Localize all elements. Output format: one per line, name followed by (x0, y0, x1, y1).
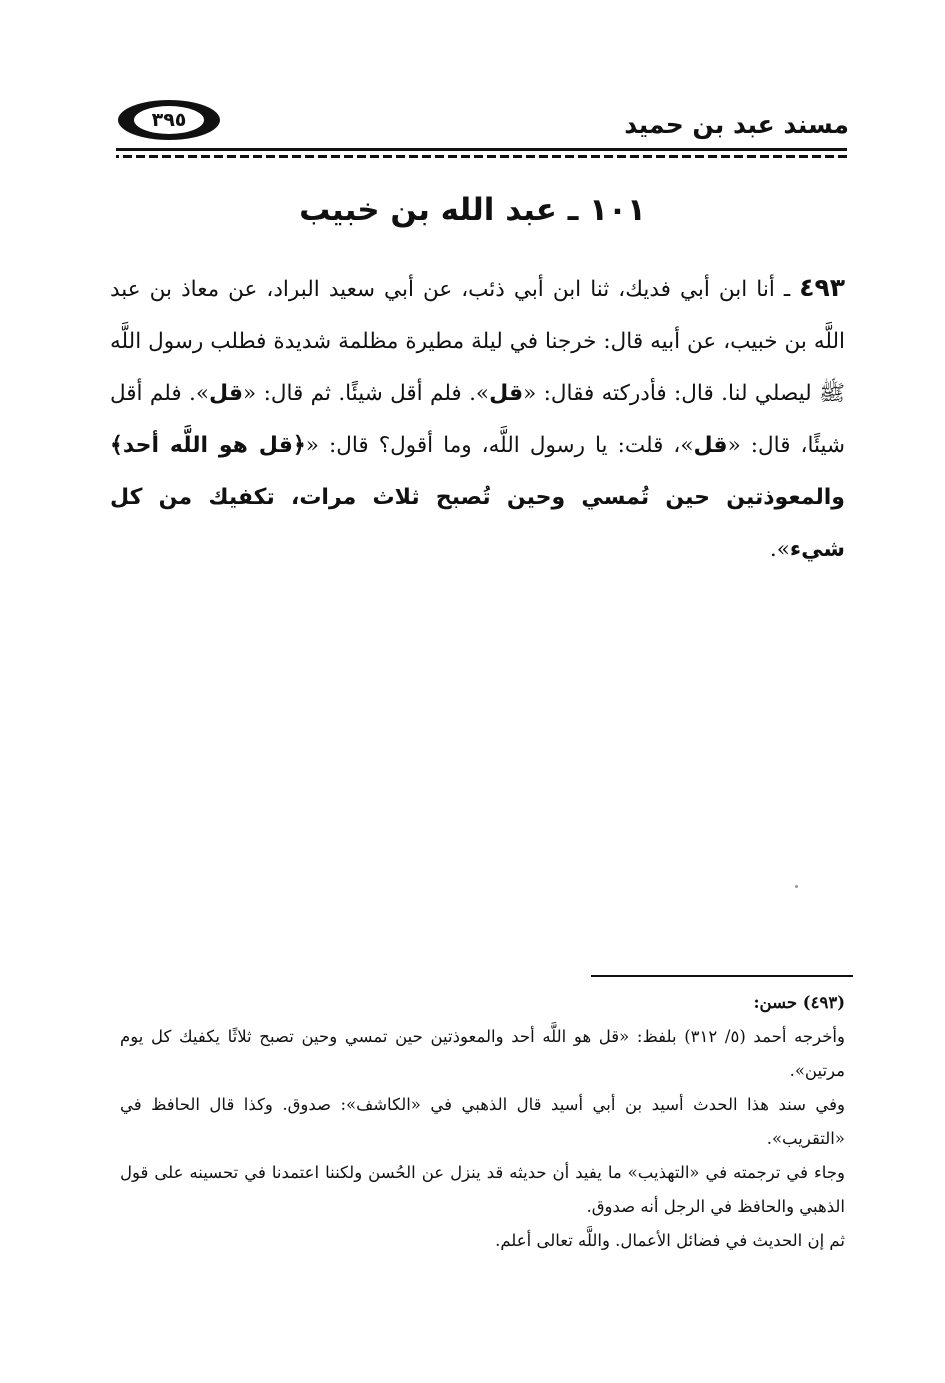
page-number: ٣٩٥ (134, 106, 204, 134)
hadith-segment: ». (769, 537, 790, 562)
hadith-segment-bold: قل (693, 433, 728, 458)
footnotes (120, 986, 845, 1258)
footnote-rule (591, 975, 853, 977)
footnote-paragraph: وفي سند هذا الحدث أسيد بن أبي أسيد قال الذهبي في «الكاشف»: صدوق. وكذا قال الحافظ في «التقريب». (120, 1095, 845, 1148)
footnote-paragraph: وأخرجه أحمد (٥/ ٣١٢) بلفظ: «قل هو اللَّه أحد والمعوذتين حين تمسي وحين تصبح ثلاثًا يكفيك كل يوم مرتين». (120, 1027, 845, 1080)
hadith-segment: ». فلم أقل شيئًا، قال: « (110, 381, 846, 458)
header-rule (116, 148, 847, 160)
hadith-segment: »، قلت: يا رسول اللَّه، وما أقول؟ قال: « (305, 433, 694, 458)
header-rule-dashed (116, 155, 847, 158)
page-number-badge (118, 100, 220, 140)
header-rule-solid (116, 148, 847, 151)
hadith-segment: ـ أنا ابن أبي فديك، ثنا ابن أبي ذئب، عن أبي سعيد البراد، عن معاذ بن عبد اللَّه بن خبيب، عن أبيه قال: خرجنا في ليلة مطيرة مظلمة شديدة فطلب رسول اللَّه ﷺ ليصلي لنا. قال: فأدركته فقال: « (110, 277, 846, 406)
footnote-paragraph: ثم إن الحديث في فضائل الأعمال. واللَّه تعالى أعلم. (495, 1231, 845, 1250)
hadith-segment: ». فلم أقل شيئًا. ثم قال: « (243, 381, 490, 406)
running-title: مسند عبد بن حميد (624, 110, 849, 139)
footnote-paragraph: وجاء في ترجمته في «التهذيب» ما يفيد أن حديثه قد ينزل عن الحُسن ولكننا اعتمدنا في تحسينه على قول الذهبي والحافظ في الرجل أنه صدوق. (120, 1163, 845, 1216)
footnote-heading: (٤٩٣) حسن: (753, 993, 845, 1012)
hadith-segment-bold: ﴿قل هو اللَّه أحد﴾ والمعوذتين حين تُمسي وحين تُصبح ثلاث مرات، تكفيك من كل شيء (110, 433, 845, 562)
page-header (112, 98, 849, 148)
hadith-segment-bold: قل (489, 381, 524, 406)
chapter-title: ١٠١ ـ عبد الله بن خبيب (299, 192, 646, 228)
hadith-segment-bold: قل (209, 381, 244, 406)
hadith-number: ٤٩٣ (799, 273, 845, 302)
hadith-text (110, 262, 845, 576)
scan-speck (795, 885, 798, 888)
